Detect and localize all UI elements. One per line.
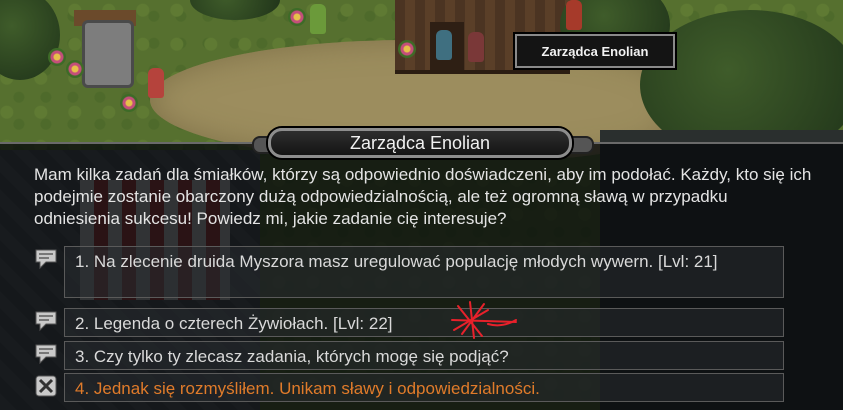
player-character[interactable]	[436, 30, 452, 60]
dialog-option-4-exit[interactable]: 4. Jednak się rozmyśliłem. Unikam sławy i odpowiedzialności.	[64, 373, 784, 402]
dialog-option-2[interactable]: 2. Legenda o czterech Żywiołach. [Lvl: 22]	[64, 308, 784, 337]
flower-pot	[66, 60, 84, 78]
stone-well	[82, 20, 134, 88]
dialog-option-3[interactable]: 3. Czy tylko ty zlecasz zadania, których mogę się podjąć?	[64, 341, 784, 370]
speech-bubble-icon	[34, 248, 58, 270]
red-scribble-mark	[448, 300, 520, 340]
villager-character[interactable]	[566, 0, 582, 30]
speech-bubble-icon	[34, 343, 58, 365]
dialog-title: Zarządca Enolian	[268, 128, 572, 158]
npc-dialog-text: Mam kilka zadań dla śmiałków, którzy są odpowiednio doświadczeni, aby im podołać. Każdy, kto się ich podejmie zostanie obarczony dużą odpowiedzialnością, ale też ogromną sławą w przypadku odniesienia sukcesu! Powiedz mi, jakie zadanie cię interesuje?	[34, 165, 812, 228]
flower-pot	[398, 40, 416, 58]
dialog-option-1[interactable]: 1. Na zlecenie druida Myszora masz uregulować populację młodych wywern. [Lvl: 21]	[64, 246, 784, 298]
close-x-icon	[34, 375, 58, 397]
villager-character[interactable]	[148, 68, 164, 98]
flower-pot	[120, 94, 138, 112]
npc-name-tag: Zarządca Enolian	[515, 34, 675, 68]
npc-enolian-character[interactable]	[468, 32, 484, 62]
villager-character[interactable]	[310, 4, 326, 34]
flower-pot	[48, 48, 66, 66]
flower-pot	[288, 8, 306, 26]
speech-bubble-icon	[34, 310, 58, 332]
